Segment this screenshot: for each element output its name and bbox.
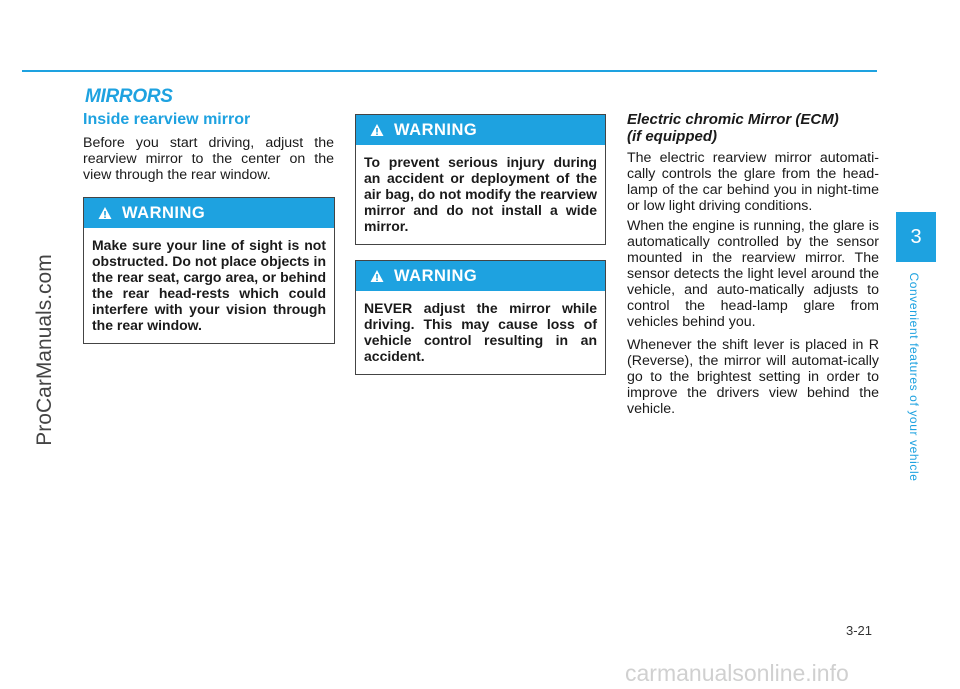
ecm-paragraph: The electric rearview mirror automati-cally controls the glare from the head-lamp of the car behind you in night-time or low light driving conditions.: [627, 150, 879, 214]
warning-box-line-of-sight: [83, 197, 335, 344]
warning-text: Make sure your line of sight is not obstructed. Do not place objects in the rear seat, cargo area, or behind the rear head-rests which could interfere with your vision through the rear window.: [92, 237, 326, 333]
warning-text: NEVER adjust the mirror while driving. This may cause loss of vehicle control resulting in an accident.: [364, 300, 597, 364]
chapter-number-tab: 3: [896, 212, 936, 262]
chapter-title: [894, 262, 934, 492]
top-rule: [22, 70, 877, 72]
chapter-title-text: Convenient features of your vehicle: [907, 272, 921, 482]
inside-mirror-heading: Inside rearview mirror: [83, 111, 251, 128]
warning-label: WARNING: [122, 203, 206, 222]
warning-box-adjust-while-driving: [355, 260, 606, 375]
warning-label: WARNING: [394, 120, 478, 139]
ecm-heading-line2: (if equipped): [627, 128, 717, 145]
page-number: 3-21: [846, 623, 873, 638]
warning-header: [84, 198, 334, 228]
warning-header: [356, 115, 605, 145]
warning-triangle-icon: [370, 269, 384, 283]
watermark-left-text: ProCarManuals.com: [33, 254, 56, 446]
ecm-paragraph: When the engine is running, the glare is automatically controlled by the sensor mounted in the rearview mirror. The sensor detects the light level around the vehicle, and auto-matically adjusts to control the head-lamp glare from vehicles behind you.: [627, 218, 879, 330]
warning-label: WARNING: [394, 266, 478, 285]
ecm-heading-line1: Electric chromic Mirror (ECM): [627, 111, 839, 128]
warning-header: [356, 261, 605, 291]
warning-text: To prevent serious injury during an accident or deployment of the air bag, do not modify the rearview mirror and do not install a wide mirror.: [364, 154, 597, 234]
watermark-bottom: carmanualsonline.info: [625, 660, 849, 686]
ecm-paragraph: Whenever the shift lever is placed in R (Reverse), the mirror will automat-ically go to the brightest setting in order to improve the drivers view behind the vehicle.: [627, 337, 879, 417]
warning-triangle-icon: [370, 123, 384, 137]
section-title: MIRRORS: [85, 86, 173, 107]
warning-box-modify-mirror: [355, 114, 606, 245]
watermark-left: [20, 220, 70, 480]
ecm-heading: [627, 111, 882, 145]
inside-mirror-paragraph: Before you start driving, adjust the rearview mirror to the center on the view through the rear window.: [83, 135, 334, 183]
warning-triangle-icon: [98, 206, 112, 220]
